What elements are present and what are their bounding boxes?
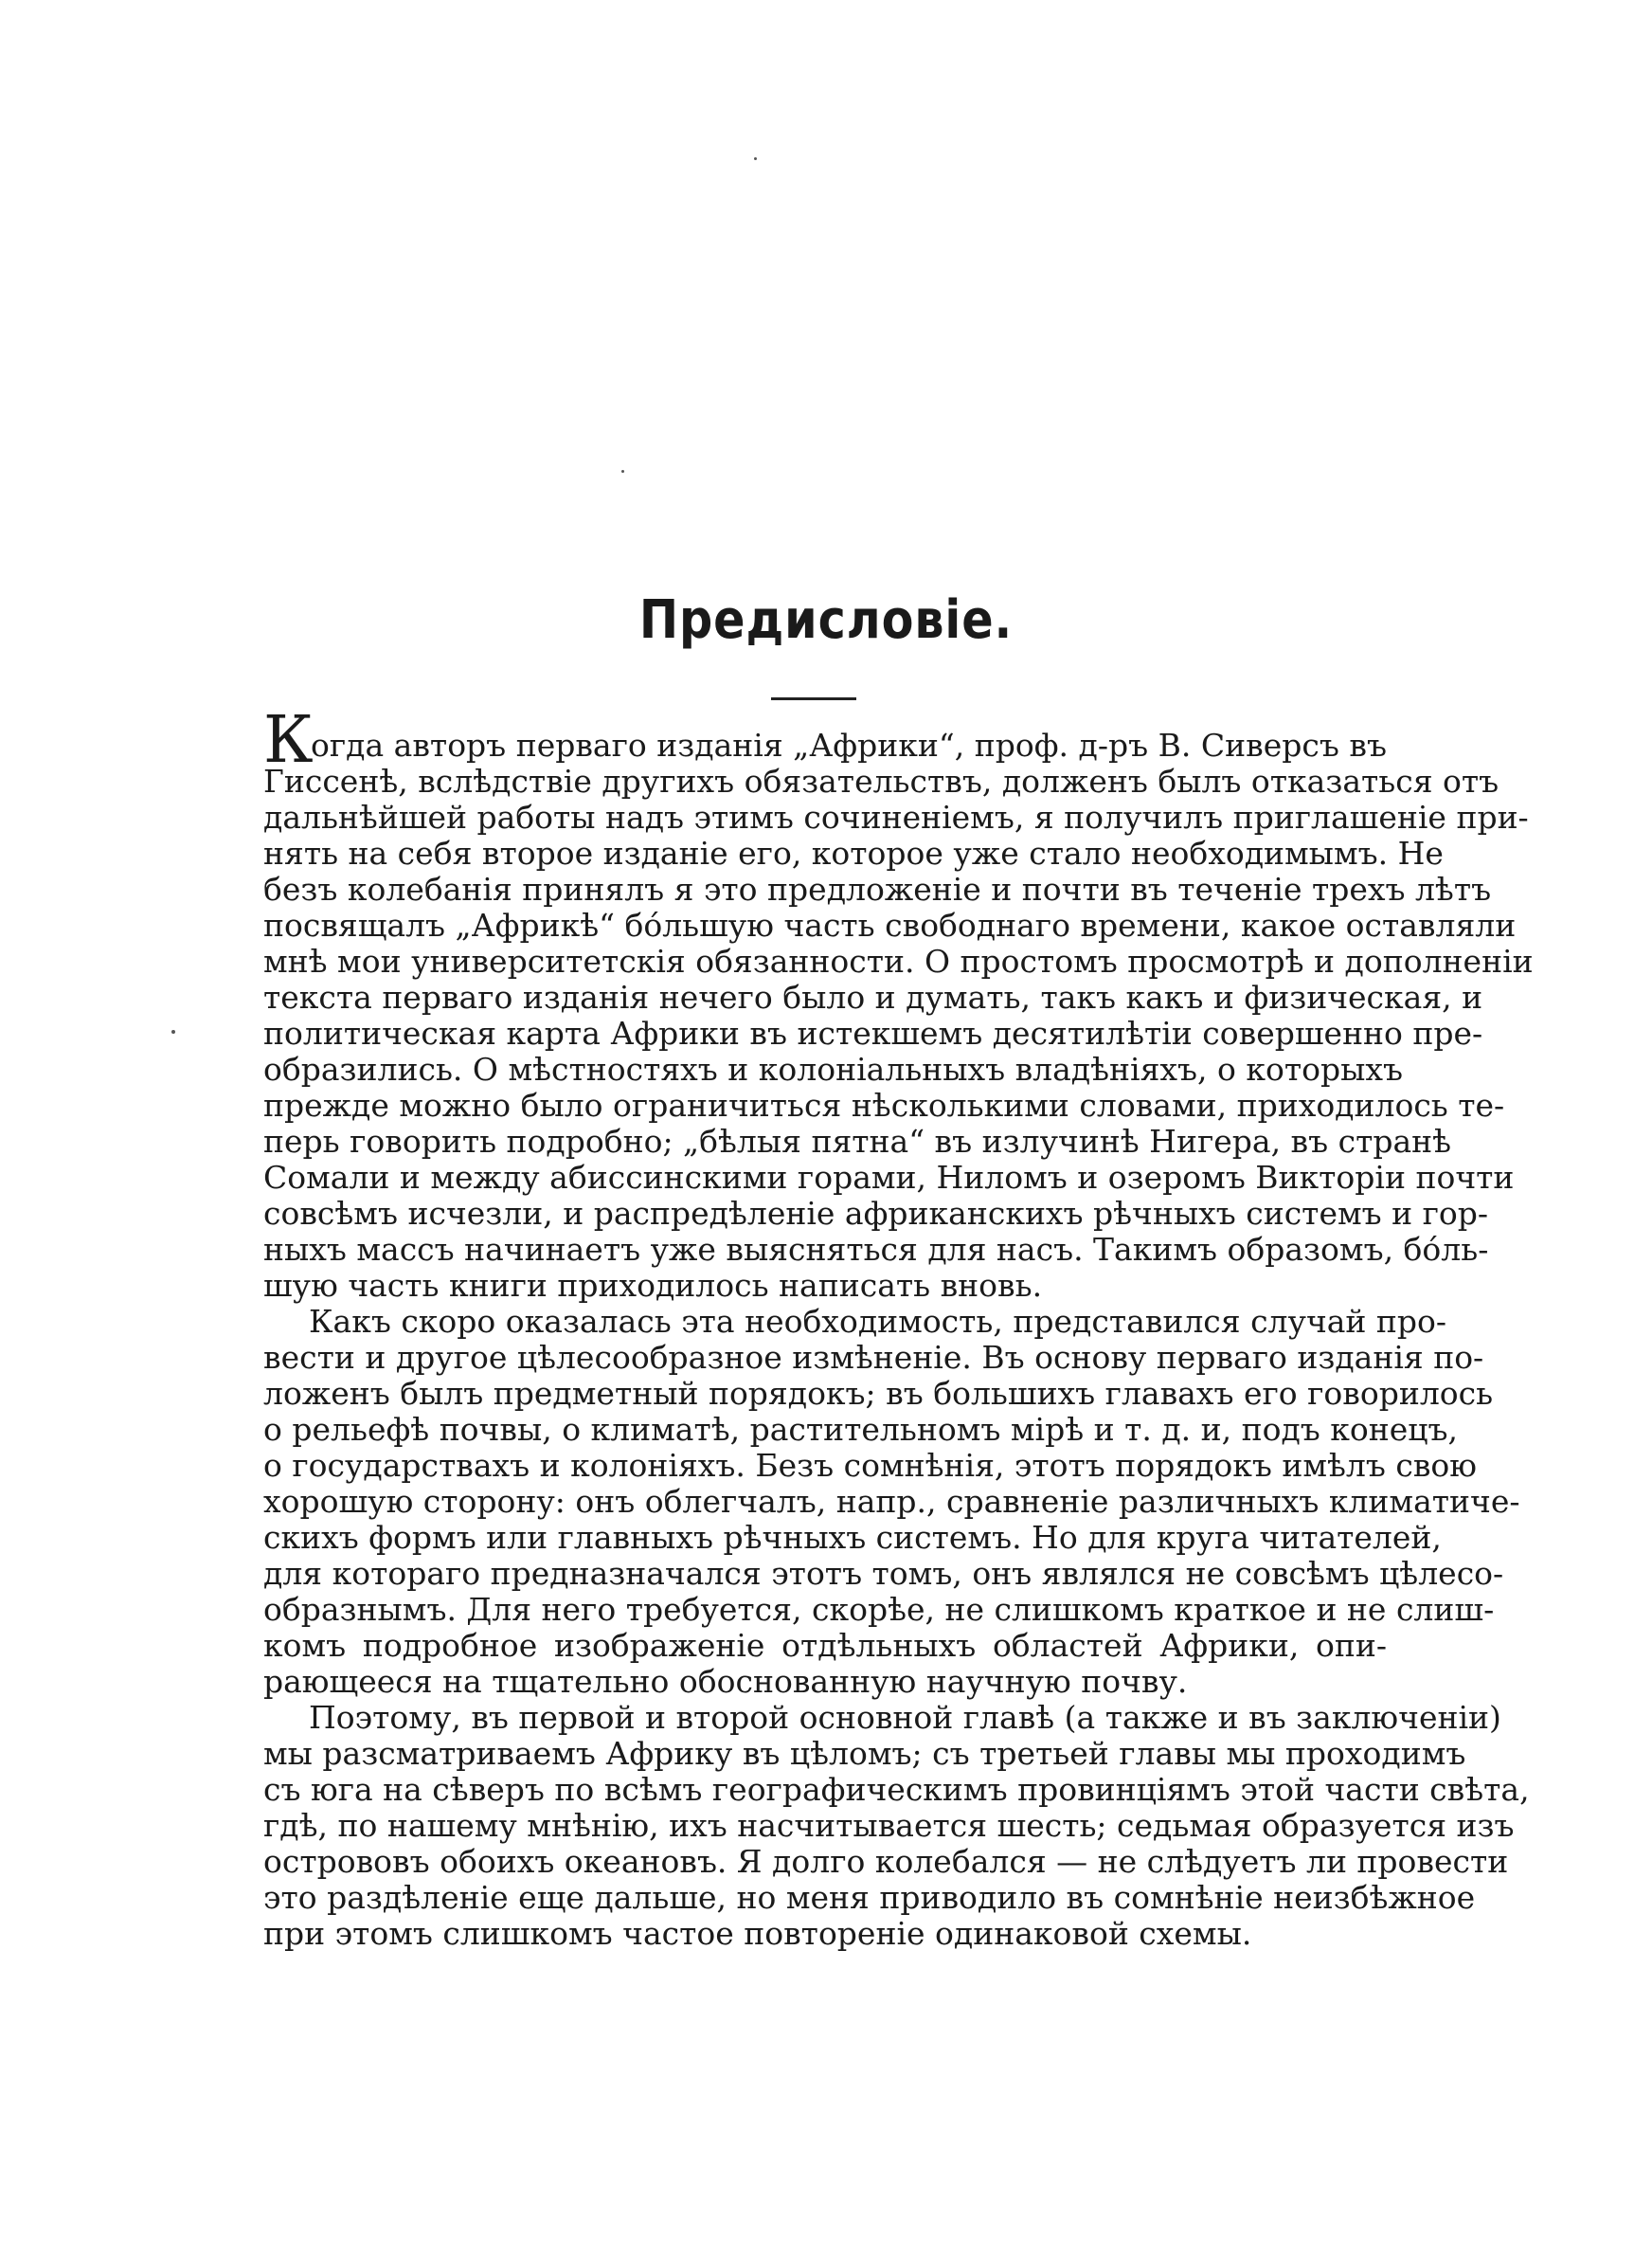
paragraph-line: нять на себя второе изданіе его, которое уже стало необходимымъ. Не bbox=[263, 835, 1444, 872]
title-underline-rule bbox=[771, 697, 856, 700]
paragraph-line: при этомъ слишкомъ частое повтореніе одинаковой схемы. bbox=[263, 1915, 1252, 1952]
line-text: огда авторъ перваго изданія „Африки“, проф. д-ръ В. Сиверсъ въ bbox=[311, 727, 1387, 764]
paragraph-line: о рельефѣ почвы, о климатѣ, растительномъ мірѣ и т. д. и, подъ конецъ, bbox=[263, 1411, 1458, 1448]
paragraph-3 bbox=[263, 1699, 1530, 1952]
paragraph-line: шую часть книги приходилось написать вновь. bbox=[263, 1267, 1043, 1304]
page-title: Предисловіе. bbox=[638, 589, 1014, 651]
paragraph-line bbox=[263, 703, 1387, 778]
paragraph-line: для котораго предназначался этотъ томъ, онъ являлся не совсѣмъ цѣлесо- bbox=[263, 1555, 1504, 1592]
paragraph-line: прежде можно было ограничиться нѣсколькими словами, приходилось те- bbox=[263, 1087, 1505, 1124]
paragraph-line: перь говорить подробно; „бѣлыя пятна“ въ излучинѣ Нигера, въ странѣ bbox=[263, 1123, 1452, 1160]
paragraph-line: ныхъ массъ начинаетъ уже выясняться для насъ. Такимъ образомъ, бо́ль- bbox=[263, 1231, 1489, 1268]
body-text bbox=[263, 703, 1534, 1952]
paragraph-line: мы разсматриваемъ Африку въ цѣломъ; съ третьей главы мы проходимъ bbox=[263, 1735, 1466, 1772]
scan-speck bbox=[171, 1030, 175, 1034]
paragraph-line: посвящалъ „Африкѣ“ бо́льшую часть свободнаго времени, какое оставляли bbox=[263, 907, 1517, 944]
paragraph-line: Поэтому, въ первой и второй основной главѣ (а также и въ заключеніи) bbox=[309, 1699, 1501, 1736]
paragraph-line: комъ подробное изображеніе отдѣльныхъ областей Африки, опи- bbox=[263, 1627, 1387, 1664]
paragraph-line: совсѣмъ исчезли, и распредѣленіе африканскихъ рѣчныхъ системъ и гор- bbox=[263, 1195, 1489, 1232]
scan-speck bbox=[621, 470, 624, 473]
paragraph-line: Сомали и между абиссинскими горами, Ниломъ и озеромъ Викторіи почти bbox=[263, 1159, 1515, 1196]
scan-speck bbox=[754, 157, 757, 160]
paragraph-2 bbox=[263, 1303, 1520, 1700]
paragraph-line: островoвъ обоихъ океановъ. Я долго колебался — не слѣдуетъ ли провести bbox=[263, 1843, 1509, 1880]
paragraph-line: безъ колебанія принялъ я это предложеніе и почти въ теченіе трехъ лѣтъ bbox=[263, 871, 1492, 908]
drop-cap: К bbox=[263, 703, 314, 778]
paragraph-line: рающееся на тщательно обоснованную научную почву. bbox=[263, 1663, 1188, 1700]
paragraph-line: Гиссенѣ, вслѣдствіе другихъ обязательствъ, долженъ былъ отказаться отъ bbox=[263, 763, 1499, 800]
paragraph-line: образнымъ. Для него требуется, скорѣе, не слишкомъ краткое и не слиш- bbox=[263, 1591, 1495, 1628]
paragraph-line: гдѣ, по нашему мнѣнію, ихъ насчитывается шесть; седьмая образуется изъ bbox=[263, 1807, 1515, 1844]
paragraph-line: образились. О мѣстностяхъ и колоніальныхъ владѣніяхъ, о которыхъ bbox=[263, 1051, 1403, 1088]
paragraph-line: это раздѣленіе еще дальше, но меня приводило въ сомнѣніе неизбѣжное bbox=[263, 1879, 1476, 1916]
paragraph-line: мнѣ мои университетскія обязанности. О простомъ просмотрѣ и дополненіи bbox=[263, 943, 1534, 980]
paragraph-line: вести и другое цѣлесообразное измѣненіе. Въ основу перваго изданія по- bbox=[263, 1339, 1484, 1376]
paragraph-line: хорошую сторону: онъ облегчалъ, напр., сравненіе различныхъ климатиче- bbox=[263, 1483, 1520, 1520]
paragraph-line: политическая карта Африки въ истекшемъ десятилѣтіи совершенно пре- bbox=[263, 1015, 1483, 1052]
paragraph-line: съ юга на сѣверъ по всѣмъ географическимъ провинціямъ этой части свѣта, bbox=[263, 1771, 1530, 1808]
paragraph-1 bbox=[263, 703, 1534, 1304]
paragraph-line: дальнѣйшей работы надъ этимъ сочиненіемъ, я получилъ приглашеніе при- bbox=[263, 799, 1529, 836]
paragraph-line: о государствахъ и колоніяхъ. Безъ сомнѣнія, этотъ порядокъ имѣлъ свою bbox=[263, 1447, 1478, 1484]
paragraph-line: скихъ формъ или главныхъ рѣчныхъ системъ. Но для круга читателей, bbox=[263, 1519, 1442, 1556]
paragraph-line: текста перваго изданія нечего было и думать, такъ какъ и физическая, и bbox=[263, 979, 1483, 1016]
paragraph-line: ложенъ былъ предметный порядокъ; въ большихъ главахъ его говорилось bbox=[263, 1375, 1494, 1412]
paragraph-line: Какъ скоро оказалась эта необходимость, представился случай про- bbox=[309, 1303, 1447, 1340]
